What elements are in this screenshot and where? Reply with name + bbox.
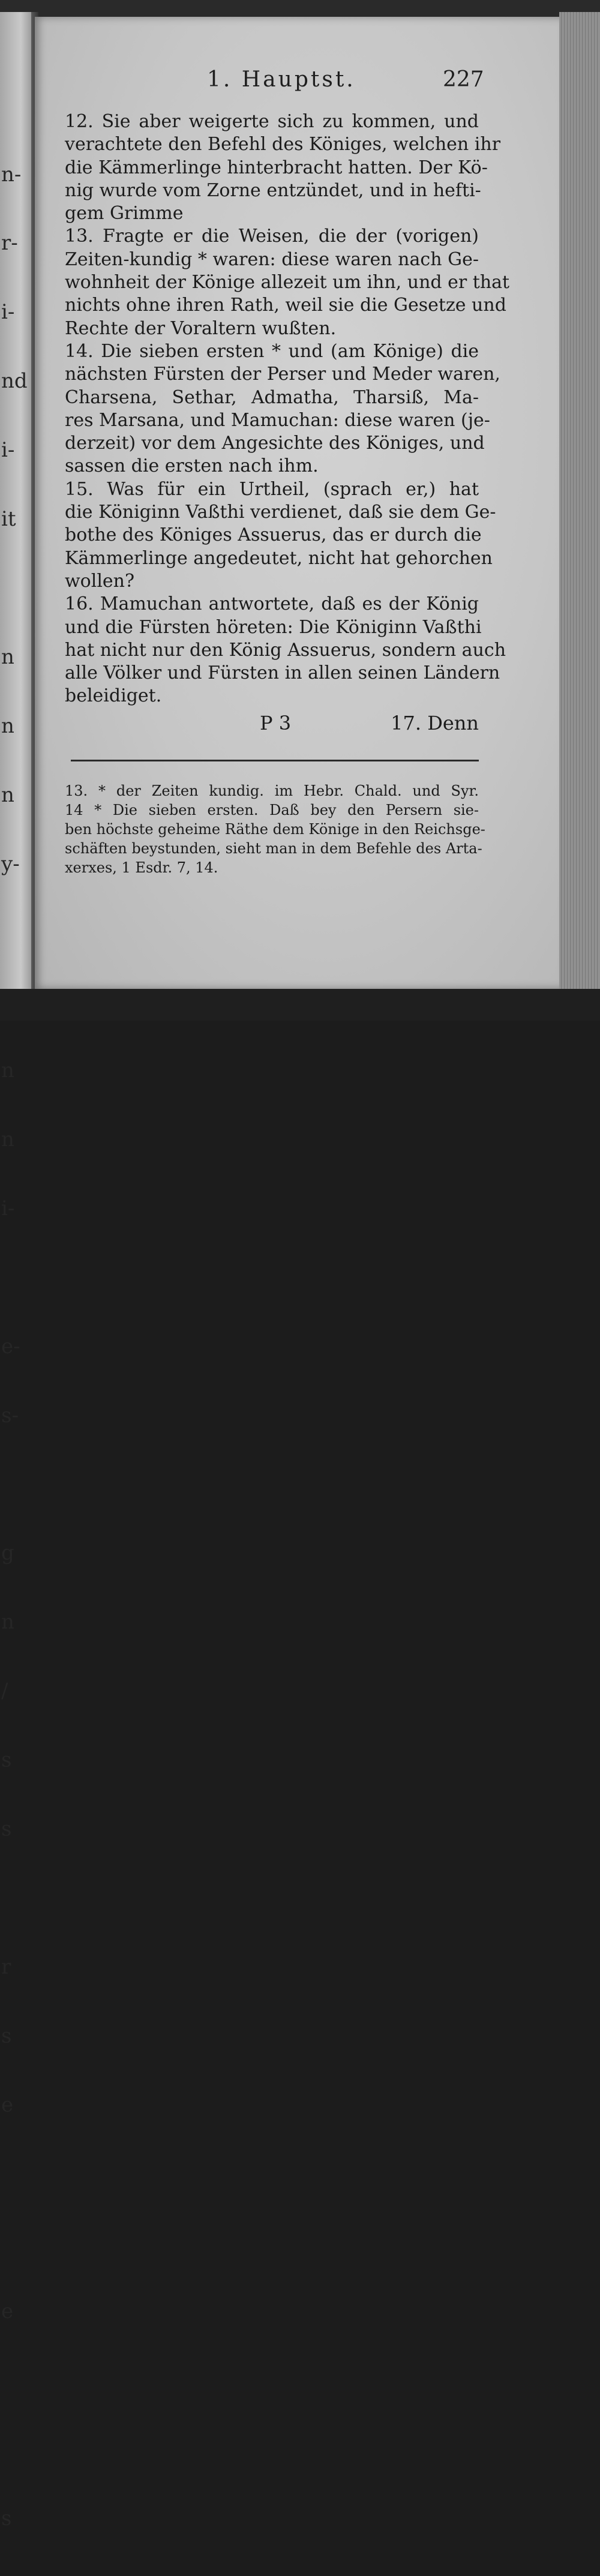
text-line: und die Fürsten höreten: Die Königinn Vaßthi — [65, 616, 482, 638]
text-line: 13. Fragte er die Weisen, die der (vorigen) — [65, 226, 479, 247]
catchword: 17. Denn — [391, 712, 479, 734]
body-text — [65, 110, 510, 708]
fragment-line: i- — [1, 300, 15, 325]
footnote-line: ben höchste geheime Räthe dem Könige in den Reichsge- — [65, 821, 485, 838]
fragment-line: e- — [1, 1334, 20, 1359]
fragment-line: / — [1, 1679, 8, 1704]
fragment-line — [1, 1887, 30, 1909]
text-line: 14. Die sieben ersten * und (am Könige) die — [65, 340, 479, 362]
footnote-line: 14 * Die sieben ersten. Daß bey den Persern sie- — [65, 802, 479, 818]
fragment-line: s — [1, 1816, 12, 1841]
fragment-line: n — [1, 1127, 14, 1152]
fragment-line — [1, 2231, 30, 2254]
fragment-line: n — [1, 1610, 14, 1635]
fragment-line — [1, 1473, 30, 1496]
text-line: beleidiget. — [65, 685, 162, 707]
fragment-line: e — [1, 2299, 14, 2324]
page-block-edge — [559, 12, 600, 1008]
text-line: nig wurde vom Zorne entzündet, und in hefti- — [65, 179, 481, 201]
fragment-line: s — [1, 2506, 12, 2530]
text-line: nichts ohne ihren Rath, weil sie die Gesetze und — [65, 295, 506, 316]
fragment-line: n — [1, 644, 14, 669]
running-head: 1. Hauptst. — [207, 67, 356, 92]
facing-page-fragments — [1, 117, 30, 2576]
text-line: die Kämmerlinge hinterbracht hatten. Der Kö- — [65, 157, 488, 178]
fragment-line — [1, 921, 30, 944]
footnotes — [65, 781, 485, 877]
fragment-line: g — [1, 1541, 14, 1566]
text-line: sassen die ersten nach ihm. — [65, 455, 319, 477]
text-line: wohnheit der Könige allezeit um ihn, und er that — [65, 272, 510, 293]
fragment-line — [1, 1266, 30, 1289]
text-line: Rechte der Voraltern wußten. — [65, 317, 337, 339]
fragment-line: s — [1, 1748, 12, 1773]
fragment-line — [1, 577, 30, 599]
text-line: wollen? — [65, 570, 135, 592]
text-line: Kämmerlinge angedeutet, nicht hat gehorchen — [65, 547, 493, 569]
footnote-line: 13. * der Zeiten kundig. im Hebr. Chald. und Syr. — [65, 782, 479, 799]
footnote-rule — [71, 760, 479, 761]
fragment-line: i- — [1, 1196, 15, 1220]
fragment-line: nd — [1, 369, 28, 394]
text-line: res Marsana, und Mamuchan: diese waren (je- — [65, 409, 490, 431]
footnote-line: xerxes, 1 Esdr. 7, 14. — [65, 859, 218, 876]
text-line: alle Völker und Fürsten in allen seinen Ländern — [65, 662, 500, 684]
text-line: gem Grimme — [65, 203, 184, 224]
text-line: die Königinn Vaßthi verdienet, daß sie dem Ge- — [65, 502, 496, 523]
footnote-line: schäften beystunden, sieht man in dem Befehle des Arta- — [65, 840, 482, 857]
fragment-line: s- — [1, 1403, 19, 1428]
scan-background — [0, 989, 600, 1021]
fragment-line — [1, 2369, 30, 2392]
text-line: 12. Sie aber weigerte sich zu kommen, und — [65, 111, 479, 132]
text-line: bothe des Königes Assuerus, das er durch die — [65, 524, 482, 546]
text-line: 16. Mamuchan antwortete, daß es der König — [65, 593, 479, 615]
fragment-line — [1, 2438, 30, 2461]
text-line: 15. Was für ein Urtheil, (sprach er,) hat — [65, 478, 479, 500]
fragment-line: n — [1, 782, 14, 807]
text-line: verachtete den Befehl des Königes, welchen ihr — [65, 134, 501, 155]
fragment-line: n — [1, 713, 14, 738]
catchline — [65, 712, 479, 736]
fragment-line: s — [1, 2023, 12, 2048]
signature-mark: P 3 — [260, 712, 292, 734]
fragment-line: n — [1, 1058, 14, 1083]
fragment-line: e — [1, 2092, 14, 2117]
fragment-line: y- — [1, 851, 20, 876]
fragment-line: i- — [1, 438, 15, 463]
text-line: Zeiten-kundig * waren: diese waren nach Ge- — [65, 248, 479, 270]
text-line: derzeit) vor dem Angesichte des Königes, und — [65, 433, 485, 454]
text-line: nächsten Fürsten der Perser und Meder waren, — [65, 364, 500, 385]
text-line: Charsena, Sethar, Admatha, Tharsiß, Ma- — [65, 386, 479, 408]
fragment-line: r — [1, 1954, 11, 1979]
text-line: hat nicht nur den König Assuerus, sondern auch — [65, 639, 506, 661]
fragment-line: r- — [1, 231, 18, 256]
fragment-line: n- — [1, 162, 22, 187]
page-number: 227 — [443, 67, 484, 92]
fragment-line: it — [1, 507, 16, 532]
fragment-line — [1, 2162, 30, 2185]
